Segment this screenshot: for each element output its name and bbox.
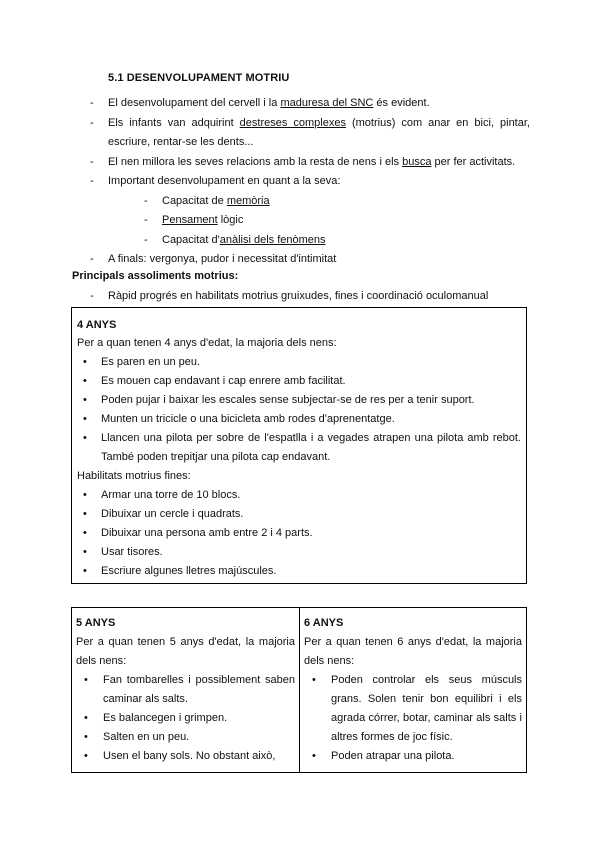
age-6-list (304, 671, 522, 766)
achievements-list (90, 287, 530, 305)
list-item: • Es mouen cap endavant i cap enrere amb facilitat. (77, 372, 521, 391)
sub-list (108, 192, 530, 251)
development-list (90, 94, 530, 270)
list-item: • Es paren en un peu. (77, 353, 521, 372)
list-item: • Dibuixar una persona amb entre 2 i 4 parts. (77, 524, 521, 543)
list-item: • Poden pujar i baixar les escales sense subjectar-se de res per a tenir suport. (77, 391, 521, 410)
age-4-gross-list (77, 353, 521, 467)
fine-skills-title: Habilitats motrius fines: (77, 470, 191, 482)
age-4-title: 4 ANYS (77, 319, 117, 331)
section-heading: 5.1 DESENVOLUPAMENT MOTRIU (108, 72, 290, 84)
list-item: • Fan tombarelles i possiblement saben caminar als salts. (76, 671, 295, 709)
list-item: - Ràpid progrés en habilitats motrius gruixudes, fines i coordinació oculomanual (90, 287, 530, 305)
list-item: - El nen millora les seves relacions amb la resta de nens i els busca per fer activitats. (90, 153, 530, 173)
age-6-intro: Per a quan tenen 6 anys d'edat, la majoria dels nens: (304, 636, 522, 667)
age-5-title: 5 ANYS (76, 617, 116, 629)
ages-5-6-table (71, 607, 527, 773)
age-6-title: 6 ANYS (304, 617, 344, 629)
sub-list-item: - Capacitat de memòria (144, 192, 530, 212)
age-5-list (76, 671, 295, 766)
list-item: - El desenvolupament del cervell i la maduresa del SNC és evident. (90, 94, 530, 114)
list-item: • Dibuixar un cercle i quadrats. (77, 505, 521, 524)
age-4-box (71, 307, 527, 584)
achievements-title: Principals assoliments motrius: (72, 270, 239, 282)
list-item: • Escriure algunes lletres majúscules. (77, 562, 521, 581)
list-item: - Important desenvolupament en quant a la seva: - Capacitat de memòria - Pensament lògic - Capacitat d'anàlisi dels fenòmens (90, 172, 530, 250)
list-item: • Poden controlar els seus músculs grans. Solen tenir bon equilibri i els agrada córrer, botar, caminar als salts i altres formes de joc físic. (304, 671, 522, 747)
sub-list-item: - Pensament lògic (144, 211, 530, 231)
sub-list-item: - Capacitat d'anàlisi dels fenòmens (144, 231, 530, 251)
age-5-cell (72, 608, 300, 772)
list-item: • Poden atrapar una pilota. (304, 747, 522, 766)
list-item: - A finals: vergonya, pudor i necessitat d'intimitat (90, 250, 530, 270)
list-item: • Salten en un peu. (76, 728, 295, 747)
list-item: • Llancen una pilota per sobre de l'espatlla i a vegades atrapen una pilota amb rebot. També poden trepitjar una pilota cap endavant. (77, 429, 521, 467)
list-item: • Armar una torre de 10 blocs. (77, 486, 521, 505)
list-item: • Es balancegen i grimpen. (76, 709, 295, 728)
age-5-intro: Per a quan tenen 5 anys d'edat, la majoria dels nens: (76, 636, 295, 667)
list-item: • Usar tisores. (77, 543, 521, 562)
list-item: - Els infants van adquirint destreses complexes (motrius) com anar en bici, pintar, escriure, rentar-se les dents... (90, 114, 530, 153)
age-4-intro: Per a quan tenen 4 anys d'edat, la majoria dels nens: (77, 337, 337, 349)
list-item: • Munten un tricicle o una bicicleta amb rodes d'aprenentatge. (77, 410, 521, 429)
list-item: • Usen el bany sols. No obstant això, (76, 747, 295, 766)
age-6-cell (300, 608, 526, 772)
age-4-fine-list (77, 486, 521, 581)
